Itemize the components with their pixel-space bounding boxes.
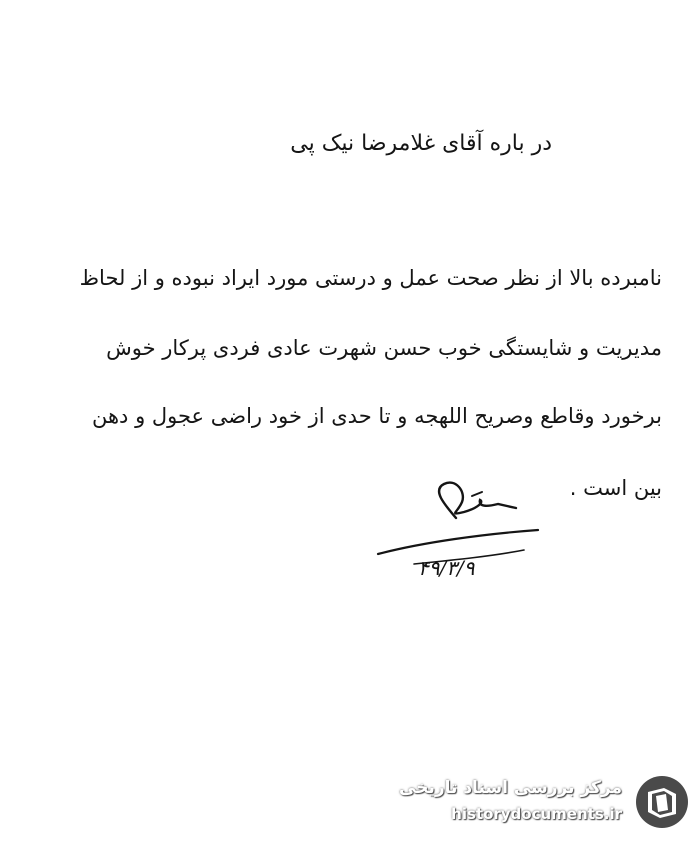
letter-line-1: نامبرده بالا از نظر صحت عمل و درستی مورد ایراد نبوده و از لحاظ [79, 266, 662, 290]
letter-line-3: برخورد وقاطع وصریح اللهجه و تا حدی از خود راضی عجول و دهن [91, 404, 662, 428]
letter-line-2: مدیریت و شایستگی خوب حسن شهرت عادی فردی پرکار خوش [106, 336, 662, 360]
archive-folder-logo-icon [634, 774, 690, 830]
letter-line-4: بین است . [569, 476, 662, 500]
watermark-title: مرکز بررسی اسناد تاریخی [399, 778, 622, 798]
watermark [399, 772, 690, 832]
watermark-url: historydocuments.ir [451, 805, 622, 823]
letter-date: ۴۹/۳/۹ [418, 556, 475, 580]
letter-subject: در باره آقای غلامرضا نیک پی [290, 131, 552, 156]
